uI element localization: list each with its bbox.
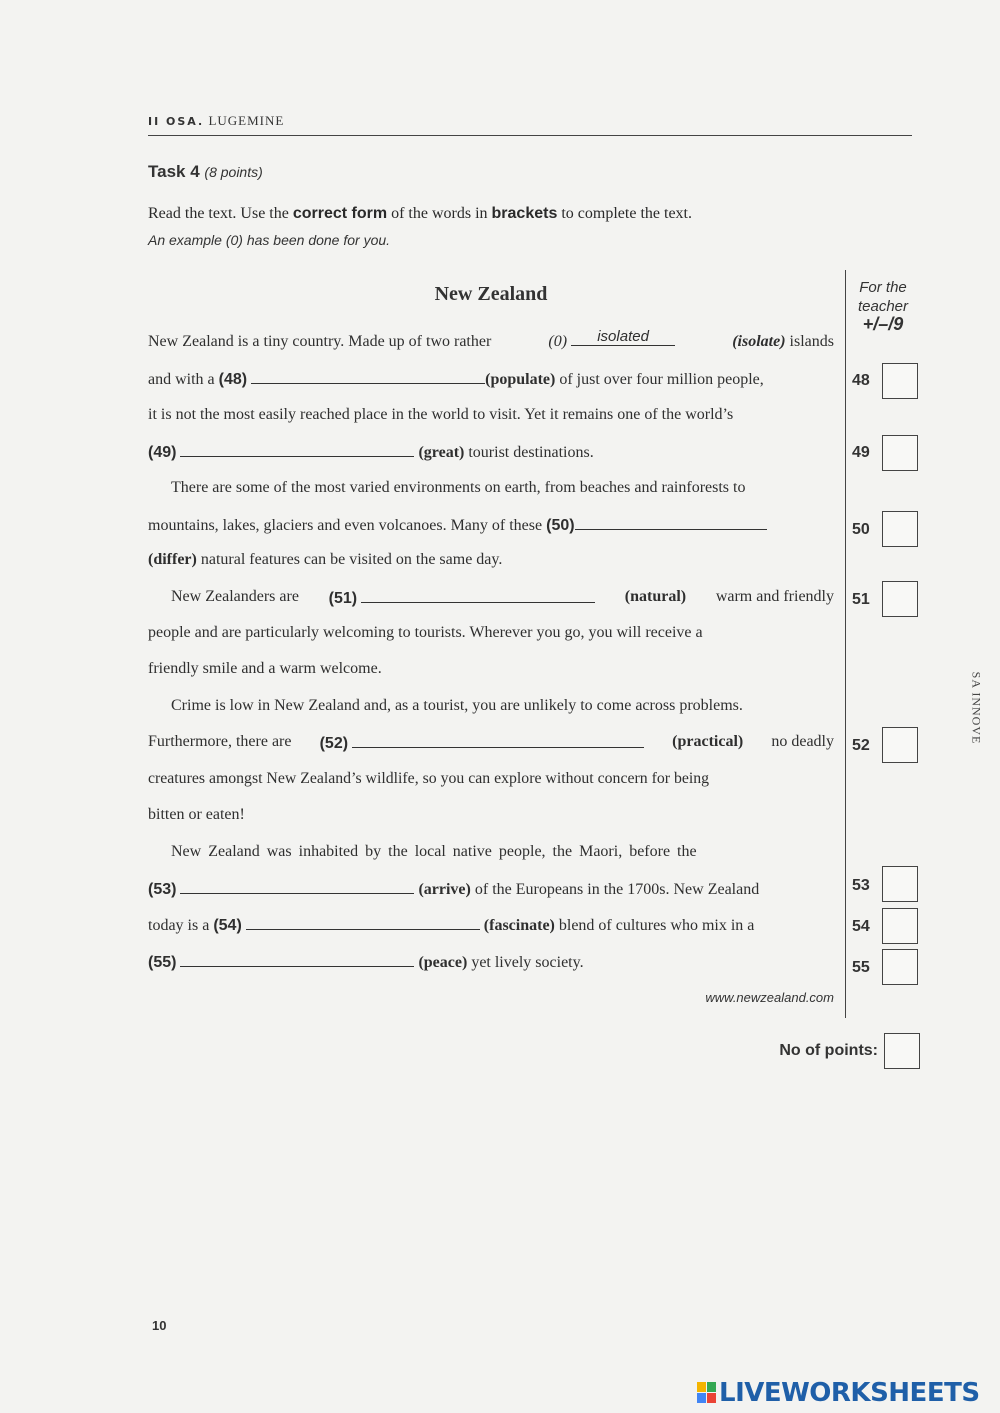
score-label-51: 51 xyxy=(852,591,870,608)
text-line xyxy=(148,588,834,608)
text-segment: mountains, lakes, glaciers and even volcanoes. Many of these xyxy=(148,517,543,534)
example-number: (0) xyxy=(548,333,568,350)
teacher-heading xyxy=(852,278,914,316)
text-line xyxy=(148,442,834,462)
text-segment: New Zealanders are xyxy=(171,588,299,605)
text-line xyxy=(148,915,834,935)
teacher-score: +/–/9 xyxy=(862,314,904,334)
word-cue-49: (great) xyxy=(418,444,465,461)
instruction-text: to complete the text. xyxy=(557,205,692,222)
text-segment: no deadly xyxy=(771,733,834,750)
text-segment: tourist destinations. xyxy=(468,444,594,461)
score-label-53: 53 xyxy=(852,877,870,894)
side-publisher-text: SA INNOVE xyxy=(969,671,984,745)
score-label-54: 54 xyxy=(852,918,870,935)
text-line: it is not the most easily reached place in the world to visit. Yet it remains one of the world’s xyxy=(148,406,734,423)
text-segment: today is a xyxy=(148,917,210,934)
text-segment: yet lively society. xyxy=(471,954,584,971)
word-cue-51: (natural) xyxy=(624,588,687,605)
teacher-heading-line: teacher xyxy=(857,298,909,315)
answer-blank-50[interactable] xyxy=(575,515,767,530)
text-segment: blend of cultures who mix in a xyxy=(558,917,755,934)
article-title: New Zealand xyxy=(434,283,548,305)
score-label-52: 52 xyxy=(852,737,870,754)
gap-number-49: (49) xyxy=(148,444,177,461)
score-label-50: 50 xyxy=(852,521,870,538)
answer-blank-54[interactable] xyxy=(246,915,480,930)
teacher-column-divider xyxy=(845,270,846,1018)
answer-blank-53[interactable] xyxy=(180,879,414,894)
task-points: (8 points) xyxy=(204,164,263,180)
brand-name: LIVEWORKSHEETS xyxy=(719,1378,980,1408)
score-box-50[interactable] xyxy=(882,511,918,547)
text-line: New Zealand was inhabited by the local native people, the Maori, before the xyxy=(171,843,697,860)
answer-blank-55[interactable] xyxy=(180,952,414,967)
score-box-49[interactable] xyxy=(882,435,918,471)
text-segment: warm and friendly xyxy=(715,588,834,605)
text-line xyxy=(148,369,834,389)
gap-number-55: (55) xyxy=(148,954,177,971)
grid-logo-icon xyxy=(697,1382,717,1404)
points-label: No of points: xyxy=(779,1042,878,1059)
instruction-text: Read the text. Use the xyxy=(148,205,293,222)
text-line xyxy=(148,952,834,972)
section-number: II OSA. xyxy=(148,115,205,128)
text-segment: Furthermore, there are xyxy=(148,733,292,750)
gap-number-54: (54) xyxy=(213,917,242,934)
score-label-49: 49 xyxy=(852,444,870,461)
score-box-51[interactable] xyxy=(882,581,918,617)
gap-number-51: (51) xyxy=(328,590,358,607)
score-box-53[interactable] xyxy=(882,866,918,902)
source-link: www.newzealand.com xyxy=(705,990,834,1005)
text-line: creatures amongst New Zealand’s wildlife, so you can explore without concern for being xyxy=(148,770,710,787)
word-cue-55: (peace) xyxy=(418,954,468,971)
score-box-48[interactable] xyxy=(882,363,918,399)
text-line xyxy=(148,733,834,753)
text-line xyxy=(148,328,834,351)
score-box-55[interactable] xyxy=(882,949,918,985)
teacher-heading-line: For the xyxy=(859,279,907,296)
answer-blank-52[interactable] xyxy=(352,733,644,748)
instruction-text: of the words in xyxy=(387,205,492,222)
text-segment: New Zealand is a tiny country. Made up of two rather xyxy=(148,333,492,350)
instruction-bold: brackets xyxy=(491,205,558,222)
text-line xyxy=(148,879,834,899)
text-segment: and with a xyxy=(148,371,215,388)
text-segment: of just over four million people, xyxy=(559,371,764,388)
example-note: An example (0) has been done for you. xyxy=(148,232,391,248)
text-line: friendly smile and a warm welcome. xyxy=(148,660,382,677)
answer-blank-49[interactable] xyxy=(180,442,414,457)
liveworksheets-logo xyxy=(697,1378,980,1408)
task-title: Task 4 xyxy=(148,162,200,181)
text-segment: natural features can be visited on the same day. xyxy=(200,551,503,568)
total-points-box[interactable] xyxy=(884,1033,920,1069)
gap-number-50: (50) xyxy=(546,517,575,534)
text-line: people and are particularly welcoming to tourists. Wherever you go, you will receive a xyxy=(148,624,703,641)
example-answer: isolated xyxy=(571,328,675,346)
task-instruction xyxy=(148,205,692,223)
header-rule xyxy=(148,135,912,136)
page-number: 10 xyxy=(152,1318,167,1333)
section-title: LUGEMINE xyxy=(208,113,285,128)
word-cue-54: (fascinate) xyxy=(483,917,555,934)
text-segment: islands xyxy=(789,333,834,350)
task-heading xyxy=(148,162,263,182)
score-box-54[interactable] xyxy=(882,908,918,944)
text-line: bitten or eaten! xyxy=(148,806,245,823)
instruction-bold: correct form xyxy=(292,205,388,222)
word-cue-50: (differ) xyxy=(148,551,197,568)
section-header xyxy=(148,113,284,129)
answer-blank-51[interactable] xyxy=(361,588,595,603)
word-cue-52: (practical) xyxy=(672,733,744,750)
text-segment: of the Europeans in the 1700s. New Zealand xyxy=(474,881,760,898)
word-cue-53: (arrive) xyxy=(418,881,471,898)
text-line xyxy=(148,515,834,535)
score-box-52[interactable] xyxy=(882,727,918,763)
score-label-55: 55 xyxy=(852,959,870,976)
gap-number-48: (48) xyxy=(218,371,248,388)
gap-number-52: (52) xyxy=(319,735,349,752)
example-word: (isolate) xyxy=(732,333,786,350)
text-line: Crime is low in New Zealand and, as a tourist, you are unlikely to come across problems. xyxy=(171,697,743,714)
word-cue-48: (populate) xyxy=(485,371,556,388)
answer-blank-48[interactable] xyxy=(251,369,485,384)
text-line xyxy=(148,551,834,569)
text-line: There are some of the most varied environments on earth, from beaches and rainforests to xyxy=(171,479,746,496)
score-label-48: 48 xyxy=(852,372,870,389)
gap-number-53: (53) xyxy=(148,881,177,898)
